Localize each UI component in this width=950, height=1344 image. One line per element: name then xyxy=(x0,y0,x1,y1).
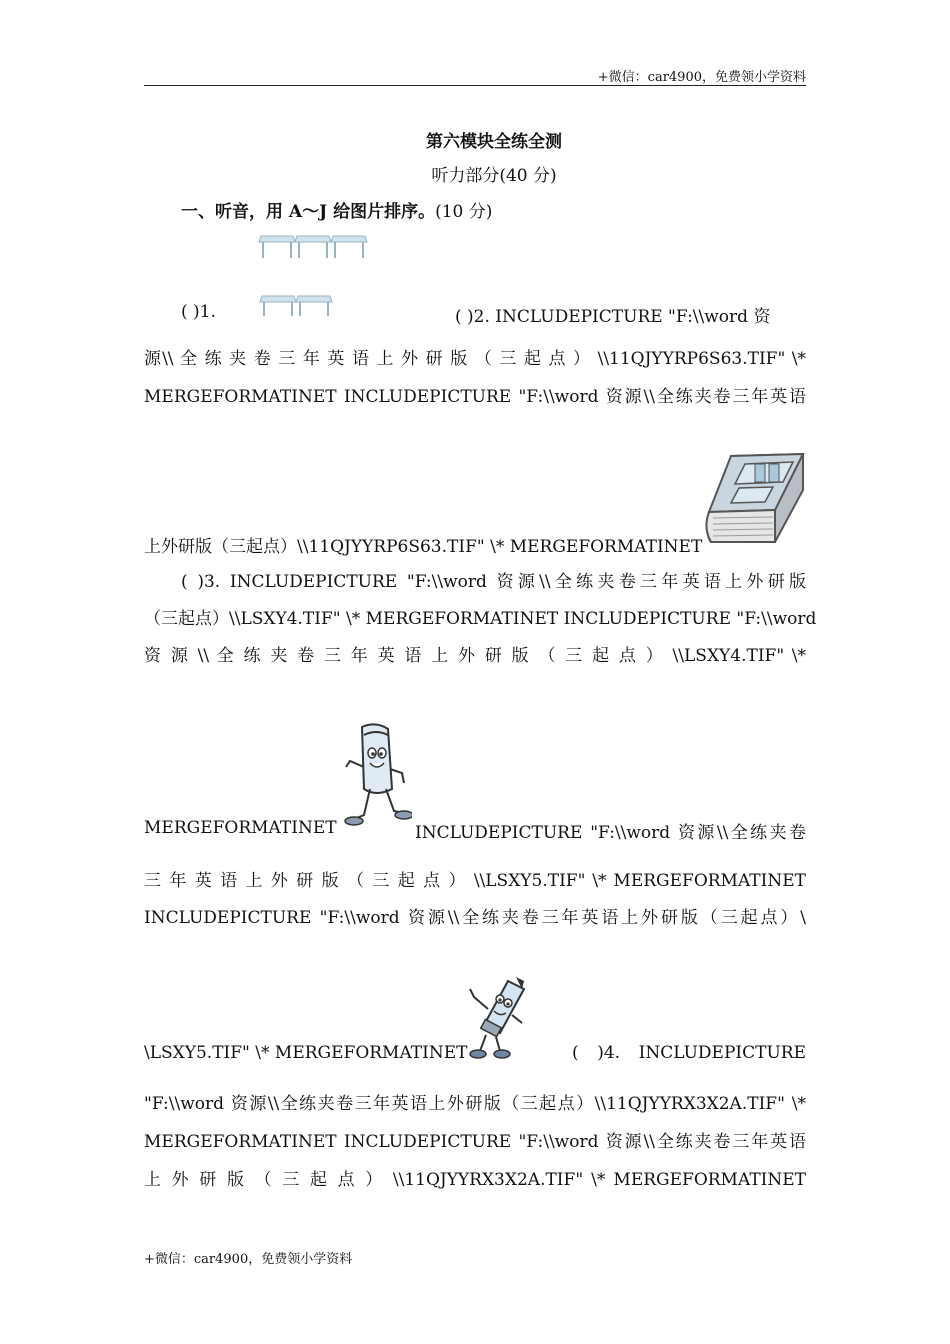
text-line-8-start: MERGEFORMATINET xyxy=(144,818,337,838)
text-line-11-start: \LSXY5.TIF" \* MERGEFORMATINET xyxy=(144,1043,468,1063)
text-line-8-end: INCLUDEPICTURE "F:\\word 资源\\全练夹卷 xyxy=(415,823,806,843)
text-line-2: 源\\ 全 练 夹 卷 三 年 英 语 上 外 研 版 （ 三 起 点 ） \\11QJYYRP6S63.TIF" \* xyxy=(144,349,806,369)
question-3-line: ( )3. INCLUDEPICTURE "F:\\word 资源\\全练夹卷三年英语上外研版 xyxy=(181,572,806,592)
question-2-start: ( )2. INCLUDEPICTURE "F:\\word 资 xyxy=(455,307,771,327)
section-heading-points: (10 分) xyxy=(435,202,493,222)
header-watermark: +微信：car4900，免费领小学资料 xyxy=(597,70,806,85)
text-line-9: 三 年 英 语 上 外 研 版 （ 三 起 点 ） \\LSXY5.TIF" \* MERGEFORMATINET xyxy=(144,871,806,891)
text-line-3: MERGEFORMATINET INCLUDEPICTURE "F:\\word 资源\\全练夹卷三年英语 xyxy=(144,387,806,407)
section-heading xyxy=(181,197,492,222)
text-line-14: 上 外 研 版 （ 三 起 点 ） \\11QJYYRX3X2A.TIF" \* MERGEFORMATINET xyxy=(144,1170,806,1190)
header-rule xyxy=(144,85,806,86)
text-line-6: （三起点）\\LSXY4.TIF" \* MERGEFORMATINET INCLUDEPICTURE "F:\\word xyxy=(144,609,817,629)
text-line-12: "F:\\word 资源\\全练夹卷三年英语上外研版（三起点）\\11QJYYRX3X2A.TIF" \* xyxy=(144,1094,806,1114)
text-line-7: 资 源 \\ 全 练 夹 卷 三 年 英 语 上 外 研 版 （ 三 起 点 ） \\LSXY4.TIF" \* xyxy=(144,646,807,666)
text-line-4: 上外研版（三起点）\\11QJYYRP6S63.TIF" \* MERGEFORMATINET xyxy=(144,537,703,557)
section-heading-text: 一、听音，用 A～J 给图片排序。 xyxy=(181,202,436,222)
question-1-label: ( )1. xyxy=(181,302,216,322)
pencil-character-image xyxy=(466,975,528,1061)
text-line-13: MERGEFORMATINET INCLUDEPICTURE "F:\\word 资源\\全练夹卷三年英语 xyxy=(144,1132,806,1152)
desks-three-image xyxy=(257,230,369,260)
pen-character-image xyxy=(340,723,412,833)
text-line-10: INCLUDEPICTURE "F:\\word 资源\\全练夹卷三年英语上外研版（三起点）\ xyxy=(144,908,806,928)
question-4-start: ( )4. INCLUDEPICTURE xyxy=(572,1043,806,1063)
desks-two-image xyxy=(258,292,334,318)
page-subtitle: 听力部分(40 分) xyxy=(431,166,557,186)
footer-watermark: +微信：car4900，免费领小学资料 xyxy=(144,1252,353,1267)
page-title: 第六模块全练全测 xyxy=(426,132,562,152)
